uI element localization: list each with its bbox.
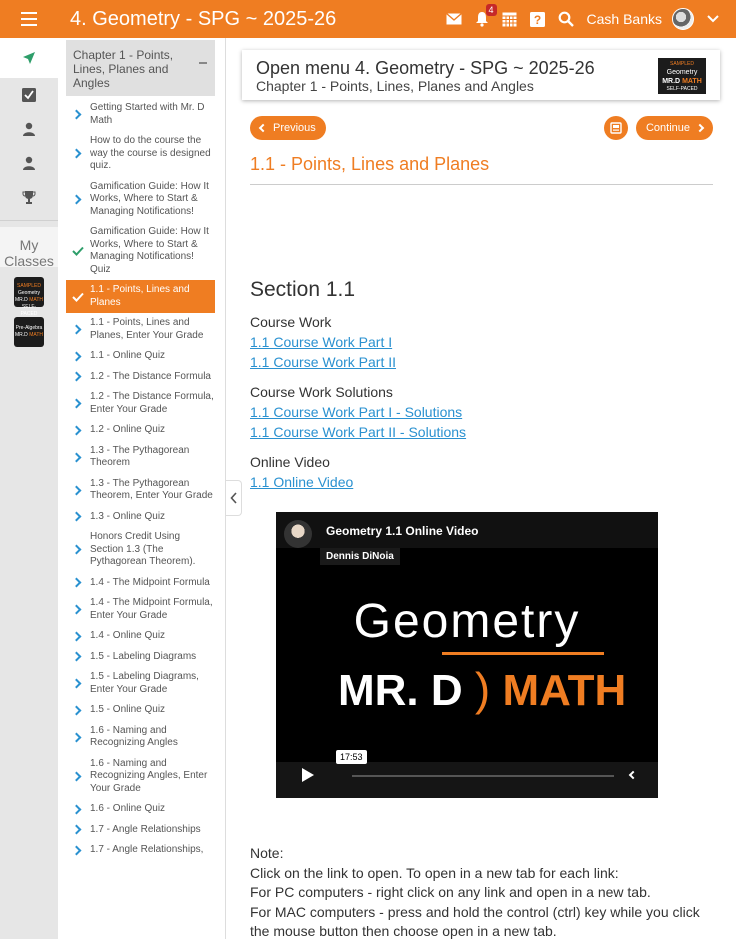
lesson-title: 1.1 - Points, Lines and Planes (250, 154, 490, 174)
chevron-right-icon (72, 707, 90, 714)
chevron-right-icon (72, 353, 90, 360)
course-title[interactable]: 4. Geometry - SPG ~ 2025-26 (70, 7, 337, 30)
logo-brand (658, 77, 706, 86)
thumb-brand (14, 297, 44, 304)
brand-right: MATH (502, 666, 627, 715)
lesson-item[interactable] (66, 98, 215, 131)
brand-line (442, 652, 604, 655)
calendar-icon[interactable] (501, 10, 519, 28)
chevron-right-icon (72, 847, 90, 854)
lesson-item[interactable] (66, 754, 215, 800)
lesson-item[interactable] (66, 441, 215, 474)
lesson-label: Gamification Guide: How It Works, Where to Start & Managing Notifications! (90, 180, 209, 217)
class-thumb-prealgebra[interactable] (14, 317, 44, 347)
mail-icon[interactable] (445, 10, 463, 28)
lesson-item[interactable] (66, 626, 215, 647)
header-subtitle: Chapter 1 - Points, Lines, Planes and Angles (256, 78, 534, 94)
search-icon[interactable] (557, 10, 575, 28)
video-group (250, 452, 720, 492)
note-line: For PC computers - right click on any link and open in a new tab. (250, 884, 651, 900)
rail-divider (0, 220, 58, 221)
lesson-label: Getting Started with Mr. D Math (90, 102, 205, 126)
notification-badge: 4 (486, 4, 497, 16)
chevron-right-icon (72, 111, 90, 118)
print-button[interactable] (604, 116, 628, 140)
lesson-item[interactable] (66, 667, 215, 700)
lesson-label: 1.4 - The Midpoint Formula, Enter Your Grade (90, 597, 213, 621)
thumb-text: SAMPLED (17, 283, 41, 289)
lesson-label: 1.1 - Online Quiz (90, 350, 166, 361)
lesson-item[interactable] (66, 799, 215, 820)
solutions-group (250, 382, 720, 442)
chevron-right-icon (72, 826, 90, 833)
lesson-label: Honors Credit Using Section 1.3 (The Pythagorean Theorem). (90, 531, 196, 567)
chevron-right-icon (72, 633, 90, 640)
svg-text:?: ? (533, 12, 542, 27)
lesson-label: 1.2 - The Distance Formula (90, 370, 211, 382)
note-line: For MAC computers - press and hold the control (ctrl) key while you click the mouse button then choose open in a new tab. (250, 903, 700, 939)
chevron-right-icon (72, 454, 90, 461)
solutions-heading: Course Work Solutions (250, 384, 393, 400)
lesson-item[interactable] (66, 222, 215, 280)
continue-label: Continue (645, 122, 690, 134)
lesson-label: How to do the course the way the course is designed quiz. (90, 135, 211, 171)
video-author: Dennis DiNoia (320, 548, 400, 565)
lesson-item[interactable] (66, 573, 215, 594)
main-content (242, 38, 736, 939)
chevron-left-icon (230, 492, 238, 504)
bell-icon[interactable] (473, 5, 494, 28)
title-divider (250, 184, 713, 185)
course-work-group (250, 312, 720, 372)
lesson-item[interactable] (66, 593, 215, 626)
chevron-right-icon (72, 579, 90, 586)
chevron-right-icon (72, 150, 90, 157)
rail-assignments[interactable] (0, 78, 58, 112)
course-header-card (242, 50, 720, 100)
video-duration: 17:53 (336, 750, 367, 764)
thumb-text: MR.D (15, 332, 28, 338)
rail-navigate[interactable] (0, 38, 58, 78)
video-link[interactable]: 1.1 Online Video (250, 474, 354, 490)
lesson-item[interactable] (66, 840, 215, 861)
lesson-content (250, 278, 720, 502)
class-thumb-geometry[interactable] (14, 277, 44, 317)
video-brand: MR. D ) MATH (338, 663, 627, 715)
navigation-arrow-icon (22, 51, 36, 65)
chevron-left-icon (259, 124, 267, 132)
collapse-sidebar-button[interactable] (226, 480, 242, 516)
rail-people[interactable] (0, 146, 58, 180)
lesson-label: 1.2 - The Distance Formula, Enter Your Grade (90, 391, 214, 415)
lesson-label: 1.7 - Angle Relationships, (90, 844, 204, 855)
lesson-item[interactable] (66, 367, 215, 388)
lesson-label: 1.3 - The Pythagorean Theorem, Enter Your Grade (90, 477, 213, 501)
course-logo (658, 58, 706, 94)
lesson-item[interactable] (66, 507, 215, 528)
lesson-item[interactable] (66, 647, 215, 668)
print-icon (610, 122, 622, 134)
menu-icon[interactable] (0, 0, 58, 38)
play-icon[interactable] (302, 768, 314, 782)
lesson-item[interactable] (66, 177, 215, 223)
lesson-item[interactable] (66, 474, 215, 507)
user-name[interactable]: Cash Banks (586, 11, 662, 27)
chevron-right-icon (72, 546, 90, 553)
note-block (250, 844, 720, 939)
chevron-right-icon (72, 196, 90, 203)
logo-text: Geometry (666, 69, 698, 76)
section-title: Section 1.1 (250, 278, 356, 301)
chevron-right-icon (72, 680, 90, 687)
logo-text: SELF-PACED (666, 86, 698, 92)
previous-label: Previous (273, 122, 316, 134)
thumb-text: MATH (29, 332, 43, 338)
header-title[interactable]: Open menu 4. Geometry - SPG ~ 2025-26 (256, 58, 595, 78)
collapse-icon[interactable] (199, 62, 207, 64)
thumb-brand (14, 332, 44, 339)
icon-rail (0, 38, 58, 939)
video-player[interactable] (276, 512, 658, 798)
thumb-text: SELF-PACED (20, 304, 38, 317)
chevron-right-icon (72, 326, 90, 333)
thumb-text: MR.D (15, 297, 28, 303)
my-classes-label: My Classes (0, 227, 58, 267)
lesson-item[interactable] (66, 280, 215, 313)
rail-profile[interactable] (0, 112, 58, 146)
chevron-right-icon (72, 513, 90, 520)
video-controls (276, 762, 658, 798)
video-headline: Geometry (353, 595, 581, 648)
lesson-label: 1.5 - Labeling Diagrams (90, 650, 197, 662)
thumb-text: Pre-Algebra (15, 325, 43, 331)
lesson-label: 1.3 - The Pythagorean Theorem (90, 444, 190, 468)
check-icon (72, 246, 90, 256)
lesson-list (58, 98, 225, 861)
chevron-right-icon (72, 653, 90, 660)
course-work-link[interactable]: 1.1 Course Work Part I (250, 334, 393, 350)
lesson-label: 1.5 - Labeling Diagrams, Enter Your Grade (90, 671, 199, 695)
thumb-text: MATH (29, 297, 43, 303)
lesson-item[interactable] (66, 420, 215, 441)
person-icon (22, 156, 36, 170)
lesson-label: 1.7 - Angle Relationships (90, 823, 201, 835)
note-heading: Note: (250, 845, 284, 861)
lesson-item[interactable] (66, 313, 215, 346)
lesson-label: 1.1 - Points, Lines and Planes (90, 284, 190, 308)
chevron-right-icon (72, 487, 90, 494)
lesson-label: 1.4 - Online Quiz (90, 630, 166, 641)
video-title[interactable]: Geometry 1.1 Online Video (326, 524, 479, 538)
chapter-header[interactable] (66, 40, 215, 96)
channel-avatar[interactable] (284, 520, 312, 548)
lesson-item[interactable] (66, 527, 215, 573)
video-progress-track[interactable] (352, 775, 614, 777)
lesson-label: 1.1 - Points, Lines and Planes, Enter Your Grade (90, 317, 204, 341)
brand-left: MR. D (338, 666, 463, 715)
trophy-icon (22, 190, 36, 204)
lesson-item[interactable] (66, 346, 215, 367)
chevron-right-icon (72, 606, 90, 613)
lesson-label: 1.6 - Naming and Recognizing Angles (90, 724, 178, 748)
solutions-link[interactable]: 1.1 Course Work Part I - Solutions (250, 404, 463, 420)
lesson-label: 1.4 - The Midpoint Formula (90, 576, 210, 588)
note-line: Click on the link to open. To open in a new tab for each link: (250, 864, 619, 881)
person-icon (22, 122, 36, 136)
lesson-item[interactable] (66, 820, 215, 841)
lesson-item[interactable] (66, 721, 215, 754)
lesson-label: 1.6 - Naming and Recognizing Angles, Enter Your Grade (90, 757, 208, 794)
lesson-label: 1.3 - Online Quiz (90, 510, 166, 522)
course-work-heading: Course Work (250, 314, 332, 330)
continue-button[interactable] (636, 116, 713, 140)
top-icons (445, 0, 722, 38)
lesson-label: Gamification Guide: How It Works, Where to Start & Managing Notifications! Quiz (90, 226, 209, 275)
chevron-right-icon (72, 427, 90, 434)
video-heading: Online Video (250, 454, 330, 470)
chevron-down-icon[interactable] (704, 10, 722, 28)
logo-text: MR.D (662, 78, 681, 85)
check-icon (72, 292, 90, 302)
lesson-label: 1.2 - Online Quiz (90, 424, 166, 435)
course-work-link[interactable]: 1.1 Course Work Part II (250, 354, 397, 370)
checkbox-icon (22, 88, 36, 102)
chapter-title: Chapter 1 - Points, Lines, Planes and Angles (73, 48, 174, 90)
chevron-right-icon (696, 124, 704, 132)
lesson-item[interactable] (66, 700, 215, 721)
solutions-link[interactable]: 1.1 Course Work Part II - Solutions (250, 424, 467, 440)
lesson-label: 1.5 - Online Quiz (90, 704, 166, 715)
help-icon[interactable] (529, 10, 547, 28)
thumb-text: Geometry (18, 290, 40, 296)
chapter-panel (58, 38, 226, 939)
chevron-right-icon (72, 373, 90, 380)
chevron-right-icon (72, 400, 90, 407)
logo-text: SAMPLED (670, 61, 694, 67)
lesson-item[interactable] (66, 387, 215, 420)
chevron-right-icon (72, 806, 90, 813)
user-avatar[interactable] (672, 8, 694, 30)
previous-button[interactable] (250, 116, 326, 140)
lesson-item[interactable] (66, 131, 215, 177)
top-bar (0, 0, 736, 38)
chevron-right-icon (72, 773, 90, 780)
chevron-right-icon (72, 734, 90, 741)
rail-trophy[interactable] (0, 180, 58, 214)
logo-text: MATH (682, 78, 702, 85)
lesson-label: 1.6 - Online Quiz (90, 803, 166, 814)
